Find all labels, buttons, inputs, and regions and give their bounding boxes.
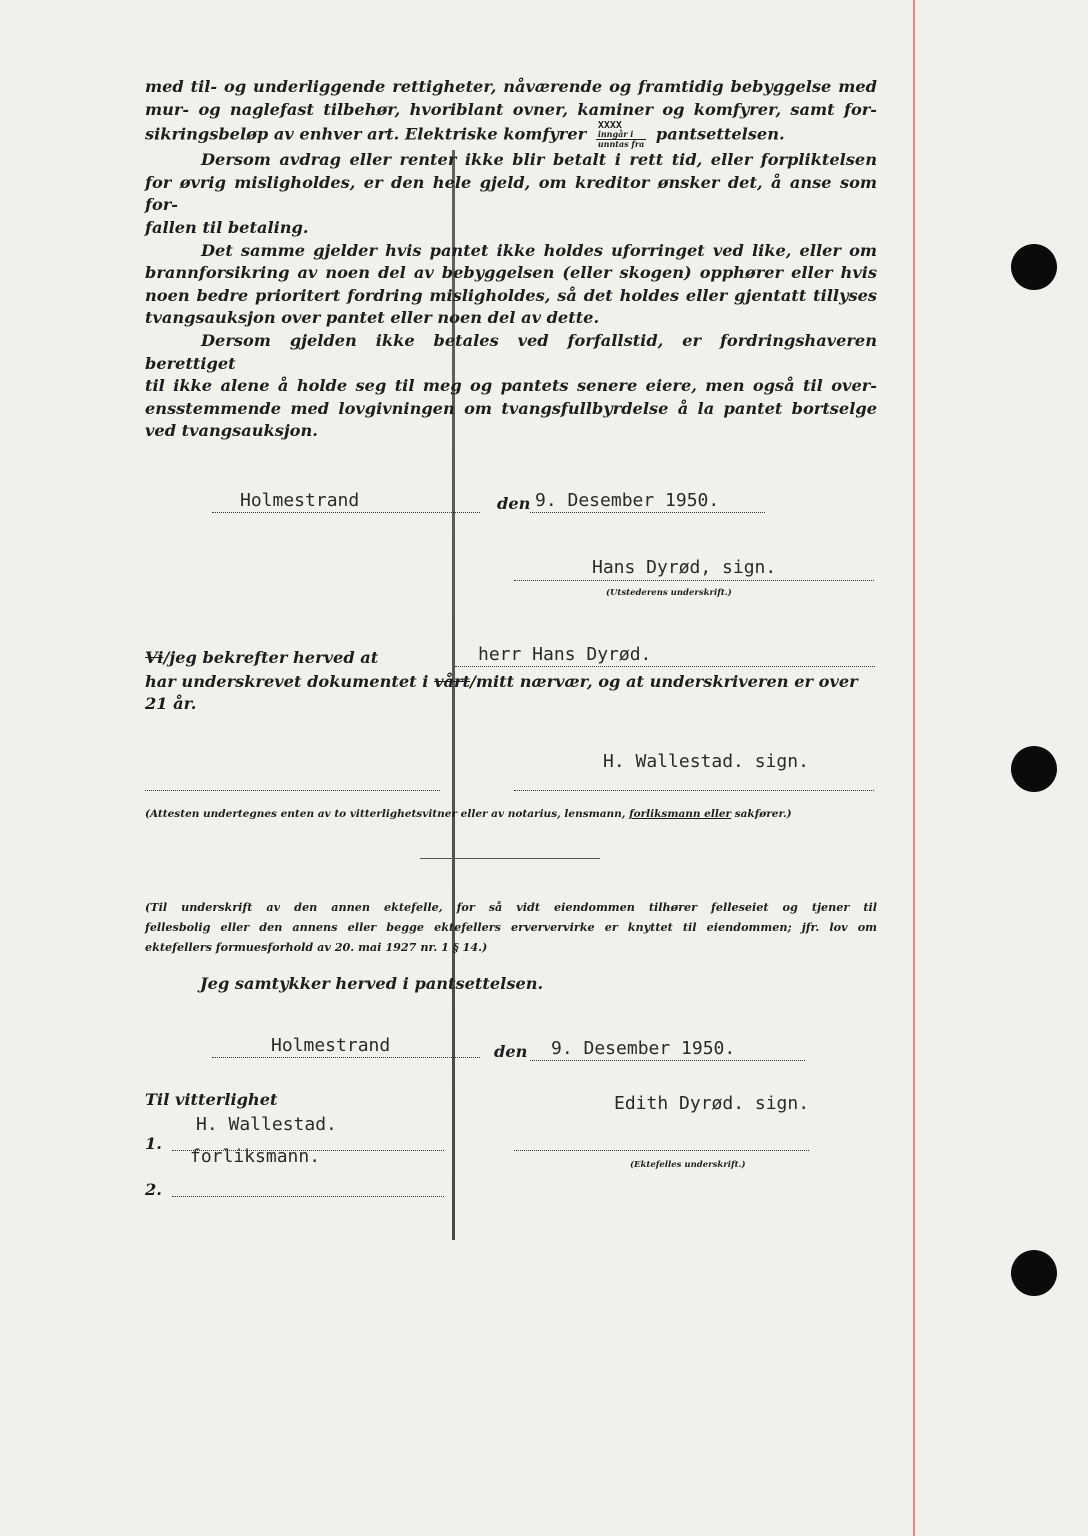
witness-label: Til vitterlighet: [145, 1090, 278, 1109]
consent-place: Holmestrand: [271, 1035, 391, 1056]
attested-person: herr Hans Dyrød.: [478, 644, 652, 665]
text-line: [145, 121, 877, 149]
text-segment: sakfører.): [731, 808, 792, 820]
underlined-text: forliksmann eller: [629, 808, 732, 820]
text-line: noen bedre prioritert fordring misligholdes, så det holdes eller gjentatt tillyses: [145, 285, 877, 305]
place-dotted-line: [212, 512, 480, 513]
fraction-printed-top: inngår i: [597, 129, 634, 140]
witness-dotted-line-left: [145, 790, 440, 791]
attestation-note: [145, 808, 792, 820]
text-line: Det samme gjelder hvis pantet ikke holdes uforringet ved like, eller om: [201, 240, 877, 260]
witness2-dotted-line: [172, 1196, 444, 1197]
text-line: tvangsauksjon over pantet eller noen del av dette.: [145, 308, 600, 328]
inclusion-fraction: [596, 121, 646, 149]
consent-date-dotted-line: [530, 1060, 805, 1061]
spouse-signature: Edith Dyrød. sign.: [614, 1093, 810, 1114]
signature-dotted-line: [514, 580, 874, 581]
issuer-signature-caption: (Utstederens underskrift.): [606, 588, 732, 598]
text-segment: har underskrevet dokumentet i: [145, 672, 429, 691]
witness-number: 1.: [145, 1134, 162, 1153]
witness1-name: H. Wallestad.: [196, 1114, 337, 1135]
text-line: ensstemmende med lovgivningen om tvangsfullbyrdelse å la pantet bortselge: [145, 398, 877, 418]
witness1-dotted-line: [172, 1150, 444, 1151]
signing-date: 9. Desember 1950.: [535, 490, 720, 511]
text-line: for øvrig misligholdes, er den hele gjeld, om kreditor ønsker det, å anse som for-: [145, 172, 877, 215]
fraction-top: [596, 121, 646, 140]
struck-word: Vi: [145, 648, 164, 667]
fraction-bottom: unntas fra: [597, 139, 645, 150]
attestation-line-3: 21 år.: [145, 694, 197, 713]
consent-statement: Jeg samtykker herved i pantsettelsen.: [200, 974, 544, 993]
attested-person-dotted-line: [455, 666, 875, 667]
text-segment: sikringsbeløp av enhver art. Elektriske komfyrer: [145, 124, 587, 144]
consent-place-dotted-line: [212, 1057, 480, 1058]
text-line: ved tvangsauksjon.: [145, 421, 318, 441]
text-line: Dersom avdrag eller renter ikke blir betalt i rett tid, eller forpliktelsen: [201, 150, 877, 170]
text-line: mur- og naglefast tilbehør, hvoriblant ovner, kaminer og komfyrer, samt for-: [145, 99, 877, 119]
date-dotted-line: [530, 512, 765, 513]
den-label: den: [497, 494, 531, 513]
text-line: brannforsikring av noen del av bebyggelsen (eller skogen) opphører eller hvis: [145, 263, 877, 283]
witness-number: 2.: [145, 1180, 162, 1199]
issuer-signature: Hans Dyrød, sign.: [592, 557, 777, 578]
typed-xxxx: XXXX: [597, 120, 622, 132]
text-segment: /mitt nærvær, og at underskriveren er over: [469, 672, 858, 691]
mortgage-terms-text: [145, 76, 877, 443]
text-segment: /jeg bekrefter herved at: [163, 648, 379, 667]
witness1-title: forliksmann.: [190, 1146, 321, 1167]
punch-hole: [1011, 746, 1057, 792]
separator-line: [420, 858, 600, 859]
struck-word: vårt: [434, 672, 470, 691]
punch-hole: [1011, 1250, 1057, 1296]
punch-hole: [1011, 244, 1057, 290]
spouse-signature-caption: (Ektefelles underskrift.): [630, 1160, 746, 1170]
den-label: den: [494, 1042, 528, 1061]
signing-place: Holmestrand: [240, 490, 360, 511]
attester-signature: H. Wallestad. sign.: [603, 751, 809, 772]
text-segment: pantsettelsen.: [655, 124, 785, 144]
text-line: fallen til betaling.: [145, 217, 309, 237]
text-line: med til- og underliggende rettigheter, nåværende og framtidig bebyggelse med: [145, 77, 877, 96]
text-segment: (Attesten undertegnes enten av to vitterlighetsvitner eller av notarius, lensmann,: [145, 808, 630, 820]
consent-date: 9. Desember 1950.: [551, 1038, 736, 1059]
red-margin-line: [913, 0, 915, 1536]
text-line: til ikke alene å holde seg til meg og pantets senere eiere, men også til over-: [145, 376, 877, 396]
witness-dotted-line-right: [514, 790, 874, 791]
attestation-line-1: [145, 648, 378, 667]
spouse-note-line-2: fellesbolig eller den annens eller begge ektefellers erververvirke er knyttet til eiendommen; jfr. lov om: [145, 920, 877, 934]
attestation-line-2: [145, 672, 877, 691]
spouse-signature-dotted-line: [514, 1150, 809, 1151]
spouse-note-line-3: ektefellers formuesforhold av 20. mai 1927 nr. 1 § 14.): [145, 940, 488, 954]
spouse-note-line-1: (Til underskrift av den annen ektefelle, for så vidt eiendommen tilhører felleseiet og tjener til: [145, 900, 877, 914]
text-line: Dersom gjelden ikke betales ved forfallstid, er fordringshaveren berettiget: [145, 330, 877, 373]
